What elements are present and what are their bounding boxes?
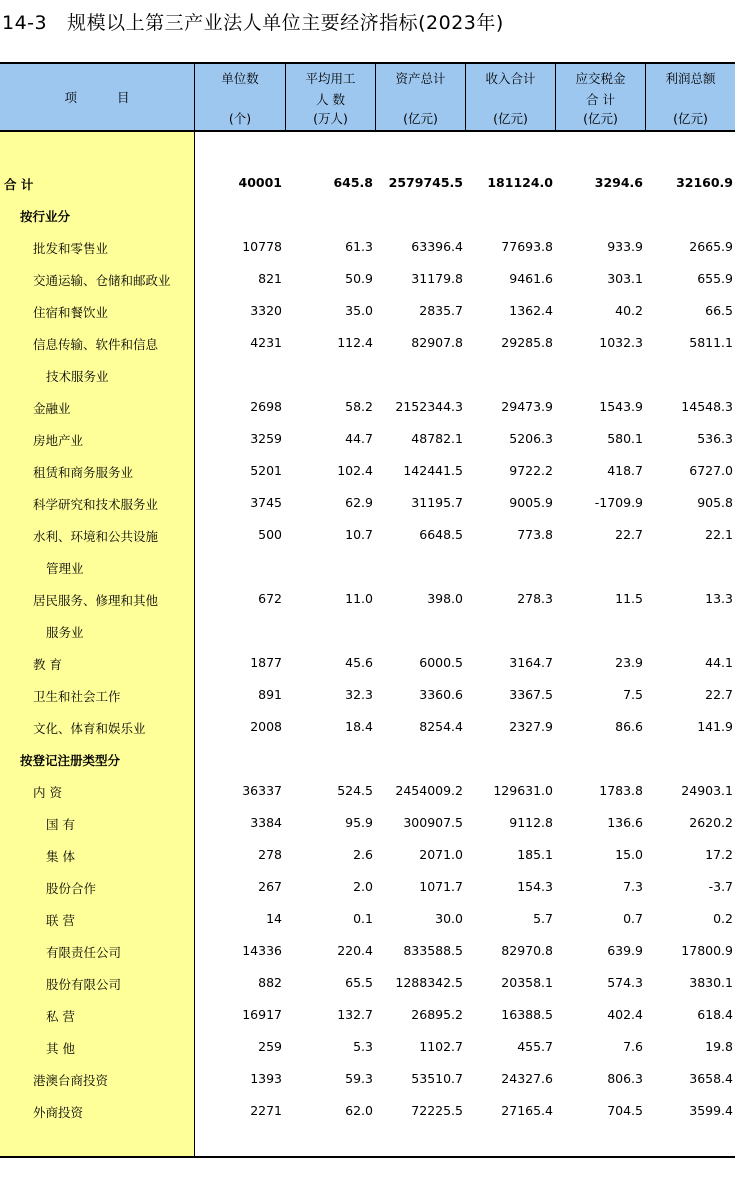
row-label: 按登记注册类型分 <box>20 753 121 768</box>
row-value: 655.9 <box>697 271 733 286</box>
row-value: 17800.9 <box>681 943 733 958</box>
row-label: 技术服务业 <box>46 369 109 384</box>
row-label: 港澳台商投资 <box>33 1073 109 1088</box>
row-value: 1783.8 <box>599 783 643 798</box>
table-row <box>0 166 735 198</box>
row-value: 3367.5 <box>509 687 553 702</box>
row-value: 102.4 <box>337 463 373 478</box>
table-row <box>0 742 735 774</box>
row-value: 3320 <box>250 303 282 318</box>
row-value: 9722.2 <box>509 463 553 478</box>
header-col-unit: (亿元) <box>673 111 708 126</box>
row-value: 30.0 <box>435 911 463 926</box>
row-value: 11.5 <box>615 591 643 606</box>
table-row <box>0 518 735 550</box>
row-value: 142441.5 <box>403 463 463 478</box>
row-value: 580.1 <box>607 431 643 446</box>
row-label: 住宿和餐饮业 <box>33 305 109 320</box>
row-value: 3658.4 <box>689 1071 733 1086</box>
row-value: 20358.1 <box>501 975 553 990</box>
header-col-unit: (个) <box>228 111 252 126</box>
row-value: 3830.1 <box>689 975 733 990</box>
header-col-title-line: 收入合计 <box>485 71 536 86</box>
row-value: 62.0 <box>345 1103 373 1118</box>
row-value: 5206.3 <box>509 431 553 446</box>
row-value: 141.9 <box>697 719 733 734</box>
row-value: 132.7 <box>337 1007 373 1022</box>
row-label: 科学研究和技术服务业 <box>33 497 159 512</box>
row-value: 882 <box>258 975 282 990</box>
row-value: 22.7 <box>615 527 643 542</box>
row-value: 22.1 <box>705 527 733 542</box>
row-value: 29285.8 <box>501 335 553 350</box>
table-row <box>0 326 735 358</box>
table-row <box>0 582 735 614</box>
table-row <box>0 1062 735 1094</box>
row-value: 0.2 <box>713 911 733 926</box>
row-value: 24903.1 <box>681 783 733 798</box>
table-number: 14-3 <box>2 12 48 34</box>
row-value: 402.4 <box>607 1007 643 1022</box>
row-value: 3745 <box>250 495 282 510</box>
row-value: 259 <box>258 1039 282 1054</box>
row-value: 95.9 <box>345 815 373 830</box>
row-value: 50.9 <box>345 271 373 286</box>
row-value: 2327.9 <box>509 719 553 734</box>
row-label: 国 有 <box>46 817 75 832</box>
row-value: 300907.5 <box>403 815 463 830</box>
row-value: 1362.4 <box>509 303 553 318</box>
row-label: 信息传输、软件和信息 <box>33 337 159 352</box>
header-col-title-line: 应交税金 <box>575 71 626 86</box>
row-value: 2835.7 <box>419 303 463 318</box>
row-value: 44.7 <box>345 431 373 446</box>
row-label: 交通运输、仓储和邮政业 <box>33 273 171 288</box>
row-value: 3384 <box>250 815 282 830</box>
table-row <box>0 486 735 518</box>
row-label: 私 营 <box>46 1009 75 1024</box>
row-label: 股份有限公司 <box>46 977 122 992</box>
row-value: 500 <box>258 527 282 542</box>
table-row <box>0 198 735 230</box>
table-row <box>0 390 735 422</box>
row-label: 集 体 <box>46 849 75 864</box>
row-value: 136.6 <box>607 815 643 830</box>
row-value: 59.3 <box>345 1071 373 1086</box>
header-col-title <box>376 68 465 89</box>
table-row <box>0 358 735 390</box>
header-col-1 <box>194 64 285 130</box>
row-label: 金融业 <box>33 401 71 416</box>
row-value: 11.0 <box>345 591 373 606</box>
row-value: 2152344.3 <box>395 399 463 414</box>
row-value: 1102.7 <box>419 1039 463 1054</box>
table-row <box>0 262 735 294</box>
table-row <box>0 678 735 710</box>
row-value: 2579745.5 <box>388 175 463 190</box>
header-col-2 <box>285 64 375 130</box>
header-col-title-line: 利润总额 <box>665 71 716 86</box>
row-value: 278 <box>258 847 282 862</box>
header-col-title-line: 合 计 <box>586 92 615 107</box>
header-col-title <box>195 68 285 89</box>
row-label: 卫生和社会工作 <box>33 689 121 704</box>
table-row <box>0 710 735 742</box>
table-row <box>0 550 735 582</box>
row-value: 1877 <box>250 655 282 670</box>
row-label: 内 资 <box>33 785 62 800</box>
row-value: 32160.9 <box>676 175 733 190</box>
row-value: 3360.6 <box>419 687 463 702</box>
row-value: 14336 <box>242 943 282 958</box>
row-value: 1543.9 <box>599 399 643 414</box>
header-col-title-line: 人 数 <box>316 92 345 107</box>
row-value: -3.7 <box>708 879 733 894</box>
row-label: 管理业 <box>46 561 84 576</box>
row-value: 82907.8 <box>411 335 463 350</box>
row-value: 0.1 <box>353 911 373 926</box>
row-label: 外商投资 <box>33 1105 84 1120</box>
header-col-4 <box>465 64 555 130</box>
row-value: 2.0 <box>353 879 373 894</box>
row-value: 40001 <box>238 175 282 190</box>
row-value: 16388.5 <box>501 1007 553 1022</box>
header-item-label: 项 目 <box>64 90 148 105</box>
table-header <box>0 64 735 132</box>
header-item <box>0 64 194 130</box>
row-value: 19.8 <box>705 1039 733 1054</box>
header-col-title-line: 平均用工 <box>305 71 356 86</box>
header-col-6 <box>645 64 735 130</box>
row-value: 645.8 <box>333 175 373 190</box>
table-row <box>0 934 735 966</box>
row-value: 5.3 <box>353 1039 373 1054</box>
table-row <box>0 870 735 902</box>
row-value: 22.7 <box>705 687 733 702</box>
row-value: 17.2 <box>705 847 733 862</box>
row-label: 教 育 <box>33 657 62 672</box>
row-value: 66.5 <box>705 303 733 318</box>
row-value: 32.3 <box>345 687 373 702</box>
row-label: 租赁和商务服务业 <box>33 465 134 480</box>
row-value: 8254.4 <box>419 719 463 734</box>
row-value: 3164.7 <box>509 655 553 670</box>
row-value: 82970.8 <box>501 943 553 958</box>
row-value: 13.3 <box>705 591 733 606</box>
row-value: 524.5 <box>337 783 373 798</box>
row-value: 5811.1 <box>689 335 733 350</box>
table-row <box>0 998 735 1030</box>
row-value: 418.7 <box>607 463 643 478</box>
header-col-title <box>286 68 375 110</box>
table-row <box>0 646 735 678</box>
row-value: 2620.2 <box>689 815 733 830</box>
row-value: 7.5 <box>623 687 643 702</box>
row-value: 26895.2 <box>411 1007 463 1022</box>
row-value: 5.7 <box>533 911 553 926</box>
table-row <box>0 422 735 454</box>
row-value: 3259 <box>250 431 282 446</box>
row-value: 10.7 <box>345 527 373 542</box>
row-value: 303.1 <box>607 271 643 286</box>
row-value: 905.8 <box>697 495 733 510</box>
row-value: 62.9 <box>345 495 373 510</box>
row-value: 36337 <box>242 783 282 798</box>
row-value: 2698 <box>250 399 282 414</box>
header-col-title <box>466 68 555 89</box>
row-value: 154.3 <box>517 879 553 894</box>
row-value: 63396.4 <box>411 239 463 254</box>
row-value: -1709.9 <box>594 495 643 510</box>
row-value: 14548.3 <box>681 399 733 414</box>
row-value: 574.3 <box>607 975 643 990</box>
row-value: 44.1 <box>705 655 733 670</box>
row-value: 9005.9 <box>509 495 553 510</box>
row-value: 1071.7 <box>419 879 463 894</box>
row-value: 672 <box>258 591 282 606</box>
table-row <box>0 966 735 998</box>
row-value: 5201 <box>250 463 282 478</box>
row-value: 1393 <box>250 1071 282 1086</box>
row-value: 7.3 <box>623 879 643 894</box>
row-value: 2665.9 <box>689 239 733 254</box>
table-row <box>0 806 735 838</box>
row-label: 居民服务、修理和其他 <box>33 593 159 608</box>
table-row <box>0 838 735 870</box>
header-col-3 <box>375 64 465 130</box>
row-value: 48782.1 <box>411 431 463 446</box>
row-value: 14 <box>266 911 282 926</box>
row-value: 77693.8 <box>501 239 553 254</box>
row-value: 72225.5 <box>411 1103 463 1118</box>
row-value: 2454009.2 <box>395 783 463 798</box>
row-value: 181124.0 <box>487 175 553 190</box>
header-col-title <box>646 68 735 89</box>
table-row <box>0 230 735 262</box>
row-value: 24327.6 <box>501 1071 553 1086</box>
header-col-unit: (万人) <box>313 111 348 126</box>
row-value: 821 <box>258 271 282 286</box>
row-label: 房地产业 <box>33 433 84 448</box>
row-value: 618.4 <box>697 1007 733 1022</box>
table-row <box>0 1030 735 1062</box>
row-value: 455.7 <box>517 1039 553 1054</box>
row-label: 有限责任公司 <box>46 945 122 960</box>
row-value: 2008 <box>250 719 282 734</box>
table-title <box>2 8 504 35</box>
header-col-title-line: 资产总计 <box>395 71 446 86</box>
row-value: 398.0 <box>427 591 463 606</box>
row-value: 27165.4 <box>501 1103 553 1118</box>
header-col-unit: (亿元) <box>583 111 618 126</box>
row-value: 536.3 <box>697 431 733 446</box>
row-value: 61.3 <box>345 239 373 254</box>
row-value: 0.7 <box>623 911 643 926</box>
row-value: 704.5 <box>607 1103 643 1118</box>
header-col-unit: (亿元) <box>403 111 438 126</box>
row-value: 7.6 <box>623 1039 643 1054</box>
row-value: 40.2 <box>615 303 643 318</box>
header-col-title-line: 单位数 <box>221 71 259 86</box>
row-value: 35.0 <box>345 303 373 318</box>
row-value: 833588.5 <box>403 943 463 958</box>
row-value: 45.6 <box>345 655 373 670</box>
row-value: 6727.0 <box>689 463 733 478</box>
row-value: 6648.5 <box>419 527 463 542</box>
row-value: 220.4 <box>337 943 373 958</box>
row-value: 53510.7 <box>411 1071 463 1086</box>
row-value: 2071.0 <box>419 847 463 862</box>
row-value: 1288342.5 <box>395 975 463 990</box>
table-row <box>0 294 735 326</box>
row-value: 86.6 <box>615 719 643 734</box>
data-table <box>0 62 735 1158</box>
row-label: 批发和零售业 <box>33 241 109 256</box>
row-value: 806.3 <box>607 1071 643 1086</box>
row-label: 水利、环境和公共设施 <box>33 529 159 544</box>
table-row <box>0 902 735 934</box>
row-label: 联 营 <box>46 913 75 928</box>
row-value: 16917 <box>242 1007 282 1022</box>
row-value: 185.1 <box>517 847 553 862</box>
header-col-5 <box>555 64 645 130</box>
row-label: 其 他 <box>46 1041 75 1056</box>
row-value: 639.9 <box>607 943 643 958</box>
row-value: 1032.3 <box>599 335 643 350</box>
row-value: 9461.6 <box>509 271 553 286</box>
row-value: 10778 <box>242 239 282 254</box>
row-label: 文化、体育和娱乐业 <box>33 721 146 736</box>
header-col-unit: (亿元) <box>493 111 528 126</box>
row-label: 合 计 <box>4 177 34 192</box>
row-value: 29473.9 <box>501 399 553 414</box>
row-value: 267 <box>258 879 282 894</box>
header-col-title <box>556 68 645 110</box>
table-row <box>0 774 735 806</box>
row-value: 15.0 <box>615 847 643 862</box>
row-value: 9112.8 <box>509 815 553 830</box>
row-value: 278.3 <box>517 591 553 606</box>
row-value: 112.4 <box>337 335 373 350</box>
row-value: 4231 <box>250 335 282 350</box>
row-value: 58.2 <box>345 399 373 414</box>
row-label: 服务业 <box>46 625 84 640</box>
row-value: 2.6 <box>353 847 373 862</box>
row-value: 773.8 <box>517 527 553 542</box>
table-row <box>0 614 735 646</box>
row-value: 31179.8 <box>411 271 463 286</box>
row-value: 129631.0 <box>493 783 553 798</box>
row-value: 3294.6 <box>594 175 643 190</box>
row-value: 65.5 <box>345 975 373 990</box>
row-value: 3599.4 <box>689 1103 733 1118</box>
row-value: 23.9 <box>615 655 643 670</box>
row-value: 891 <box>258 687 282 702</box>
row-value: 18.4 <box>345 719 373 734</box>
row-label: 按行业分 <box>20 209 71 224</box>
table-row <box>0 1094 735 1126</box>
table-row <box>0 454 735 486</box>
row-value: 6000.5 <box>419 655 463 670</box>
row-label: 股份合作 <box>46 881 97 896</box>
row-value: 2271 <box>250 1103 282 1118</box>
row-value: 31195.7 <box>411 495 463 510</box>
table-title-text: 规模以上第三产业法人单位主要经济指标(2023年) <box>67 12 504 34</box>
row-value: 933.9 <box>607 239 643 254</box>
